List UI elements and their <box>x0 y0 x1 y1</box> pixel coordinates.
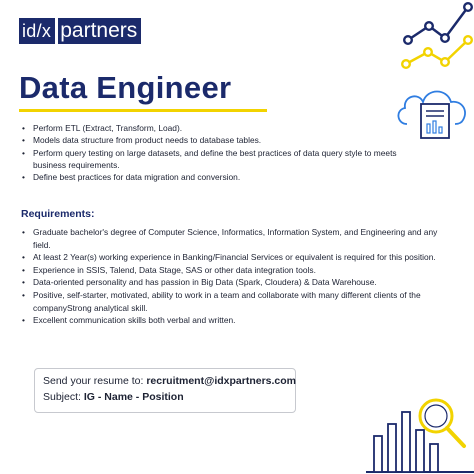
list-item: • Perform ETL (Extract, Transform, Load). <box>21 122 421 134</box>
requirements-list <box>21 226 457 327</box>
list-item: • Positive, self-starter, motivated, ability to work in a team and collaborate with many different clients of the companyStrong analytical skill. <box>21 289 457 314</box>
title-underline <box>19 109 267 112</box>
job-title: Data Engineer <box>19 70 232 105</box>
list-item: • Models data structure from product needs to database tables. <box>21 134 421 146</box>
subject-line <box>43 391 184 403</box>
line-chart-illustration <box>388 0 474 75</box>
subject-value: IG - Name - Position <box>83 391 184 403</box>
resume-label: Send your resume to: <box>43 375 147 387</box>
requirements-heading: Requirements: <box>21 208 95 220</box>
company-logo <box>19 18 141 44</box>
subject-label: Subject: <box>43 391 84 403</box>
resume-line <box>43 375 296 387</box>
list-item: • Perform query testing on large datasets, and define the best practices of data query style to meets business requirements. <box>21 147 421 172</box>
list-item: • Experience in SSIS, Talend, Data Stage, SAS or other data integration tools. <box>21 264 457 277</box>
duties-list <box>21 122 421 183</box>
bar-chart-magnifier-icon <box>366 384 474 474</box>
list-item: • Graduate bachelor's degree of Computer Science, Informatics, Information System, and Engineering and any field. <box>21 226 457 251</box>
list-item: • Excellent communication skills both verbal and written. <box>21 314 457 327</box>
list-item: • Define best practices for data migration and conversion. <box>21 171 421 183</box>
logo-idx: id/x <box>19 18 55 44</box>
logo-partners: partners <box>58 18 141 44</box>
list-item: • Data-oriented personality and has passion in Big Data (Spark, Cloudera) & Data Warehouse. <box>21 276 457 289</box>
list-item: • At least 2 Year(s) working experience in Banking/Financial Services or equivalent is required for this position. <box>21 251 457 264</box>
email-link[interactable]: recruitment@idxpartners.com <box>146 375 297 387</box>
